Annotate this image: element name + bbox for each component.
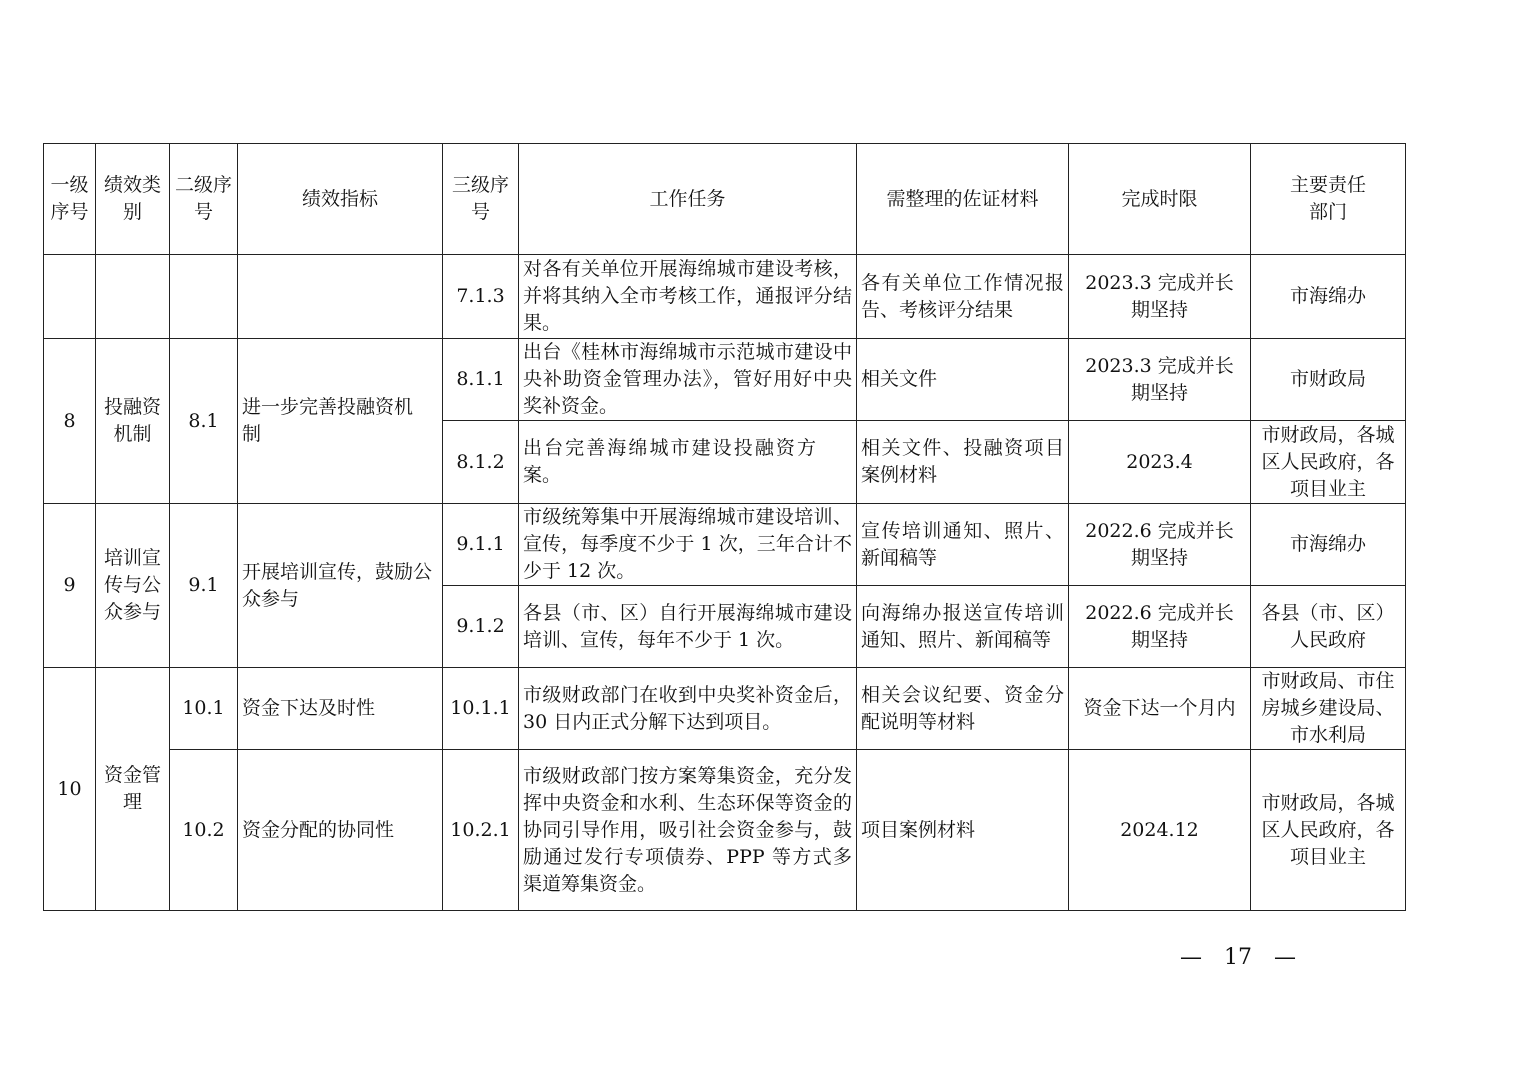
table-row — [44, 255, 1406, 339]
level2-cell: 8.1 — [170, 339, 238, 504]
task-cell: 出台《桂林市海绵城市示范城市建设中央补助资金管理办法》，管好用好中央奖补资金。 — [519, 339, 857, 421]
header-category: 绩效类别 — [96, 144, 170, 255]
evidence-cell: 各有关单位工作情况报告、考核评分结果 — [857, 255, 1069, 339]
evidence-cell: 相关文件、投融资项目案例材料 — [857, 421, 1069, 504]
level1-cell: 9 — [44, 504, 96, 668]
dept-cell: 市财政局，各城区人民政府，各项目业主 — [1251, 421, 1406, 504]
dept-cell: 市海绵办 — [1251, 255, 1406, 339]
level1-cell: 8 — [44, 339, 96, 504]
level3-cell: 10.1.1 — [443, 668, 519, 750]
evidence-cell: 宣传培训通知、照片、新闻稿等 — [857, 504, 1069, 586]
task-cell: 对各有关单位开展海绵城市建设考核，并将其纳入全市考核工作，通报评分结果。 — [519, 255, 857, 339]
deadline-cell: 2024.12 — [1069, 750, 1251, 911]
deadline-cell: 2022.6 完成并长期坚持 — [1069, 586, 1251, 668]
level3-cell: 7.1.3 — [443, 255, 519, 339]
deadline-cell: 2023.3 完成并长期坚持 — [1069, 255, 1251, 339]
indicator-cell: 进一步完善投融资机制 — [238, 339, 443, 504]
level1-cell: 10 — [44, 668, 96, 911]
level3-cell: 9.1.2 — [443, 586, 519, 668]
header-dept: 主要责任部门 — [1251, 144, 1406, 255]
dept-cell: 市财政局、市住房城乡建设局、市水利局 — [1251, 668, 1406, 750]
evidence-cell: 相关文件 — [857, 339, 1069, 421]
level3-cell: 10.2.1 — [443, 750, 519, 911]
level2-cell: 10.1 — [170, 668, 238, 750]
task-cell: 市级财政部门在收到中央奖补资金后，30 日内正式分解下达到项目。 — [519, 668, 857, 750]
indicator-cell: 资金下达及时性 — [238, 668, 443, 750]
header-evidence: 需整理的佐证材料 — [857, 144, 1069, 255]
deadline-cell: 2022.6 完成并长期坚持 — [1069, 504, 1251, 586]
indicator-cell: 资金分配的协同性 — [238, 750, 443, 911]
level2-cell: 9.1 — [170, 504, 238, 668]
task-cell: 市级财政部门按方案筹集资金，充分发挥中央资金和水利、生态环保等资金的协同引导作用，吸引社会资金参与，鼓励通过发行专项债券、PPP 等方式多渠道筹集资金。 — [519, 750, 857, 911]
empty-cell — [96, 255, 170, 339]
dept-cell: 市财政局，各城区人民政府，各项目业主 — [1251, 750, 1406, 911]
deadline-cell: 2023.3 完成并长期坚持 — [1069, 339, 1251, 421]
indicator-cell: 开展培训宣传，鼓励公众参与 — [238, 504, 443, 668]
table-row — [44, 504, 1406, 586]
empty-cell — [238, 255, 443, 339]
category-cell: 资金管理 — [96, 668, 170, 911]
dept-cell: 市财政局 — [1251, 339, 1406, 421]
task-cell: 出台完善海绵城市建设投融资方案。 — [519, 421, 857, 504]
level2-cell: 10.2 — [170, 750, 238, 911]
task-cell: 市级统筹集中开展海绵城市建设培训、宣传，每季度不少于 1 次，三年合计不少于 12 次。 — [519, 504, 857, 586]
header-deadline: 完成时限 — [1069, 144, 1251, 255]
page-number: — 17 — — [1180, 945, 1296, 970]
level3-cell: 8.1.2 — [443, 421, 519, 504]
empty-cell — [44, 255, 96, 339]
table-row — [44, 339, 1406, 421]
task-cell: 各县（市、区）自行开展海绵城市建设培训、宣传，每年不少于 1 次。 — [519, 586, 857, 668]
evidence-cell: 相关会议纪要、资金分配说明等材料 — [857, 668, 1069, 750]
header-level3: 三级序号 — [443, 144, 519, 255]
level3-cell: 8.1.1 — [443, 339, 519, 421]
table-row — [44, 668, 1406, 750]
header-level1: 一级序号 — [44, 144, 96, 255]
evidence-cell: 向海绵办报送宣传培训通知、照片、新闻稿等 — [857, 586, 1069, 668]
header-task: 工作任务 — [519, 144, 857, 255]
category-cell: 培训宣传与公众参与 — [96, 504, 170, 668]
performance-table — [43, 143, 1406, 911]
table-row — [44, 750, 1406, 911]
level3-cell: 9.1.1 — [443, 504, 519, 586]
evidence-cell: 项目案例材料 — [857, 750, 1069, 911]
dept-cell: 各县（市、区）人民政府 — [1251, 586, 1406, 668]
header-row — [44, 144, 1406, 255]
header-indicator: 绩效指标 — [238, 144, 443, 255]
empty-cell — [170, 255, 238, 339]
category-cell: 投融资机制 — [96, 339, 170, 504]
deadline-cell: 资金下达一个月内 — [1069, 668, 1251, 750]
dept-cell: 市海绵办 — [1251, 504, 1406, 586]
deadline-cell: 2023.4 — [1069, 421, 1251, 504]
header-level2: 二级序号 — [170, 144, 238, 255]
